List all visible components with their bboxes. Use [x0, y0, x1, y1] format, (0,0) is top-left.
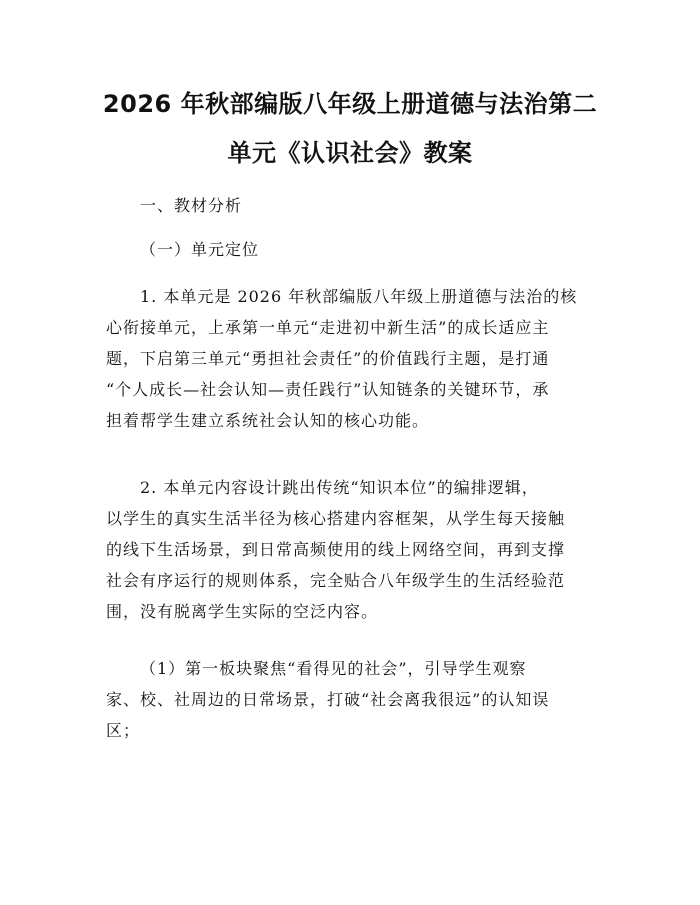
document-title-line-2: 单元《认识社会》教案 — [227, 139, 473, 167]
paragraph-line: （1）第一板块聚焦“看得见的社会”，引导学生观察 — [140, 659, 527, 678]
paragraph-line: 心衔接单元，上承第一单元“走进初中新生活”的成长适应主 — [106, 318, 550, 337]
paragraph-line: “个人成长—社会认知—责任践行”认知链条的关键环节，承 — [106, 380, 550, 399]
paragraph-1 — [106, 281, 606, 436]
paragraph-line: 社会有序运行的规则体系，完全贴合八年级学生的生活经验范 — [106, 571, 566, 590]
section-heading: 一、教材分析 — [140, 196, 243, 215]
paragraph-line: 以学生的真实生活半径为核心搭建内容框架，从学生每天接触 — [106, 509, 566, 528]
paragraph-2 — [106, 472, 606, 627]
paragraph-line: 担着帮学生建立系统社会认知的核心功能。 — [106, 411, 430, 430]
paragraph-3 — [106, 653, 606, 746]
document-title-line-1: 2026 年秋部编版八年级上册道德与法治第二 — [102, 90, 598, 118]
paragraph-line: 的线下生活场景，到日常高频使用的线上网络空间，再到支撑 — [106, 540, 566, 559]
subsection-heading: （一）单元定位 — [140, 240, 260, 259]
paragraph-line: 2. 本单元内容设计跳出传统“知识本位”的编排逻辑， — [140, 478, 539, 497]
paragraph-line: 题，下启第三单元“勇担社会责任”的价值践行主题，是打通 — [106, 349, 550, 368]
paragraph-line: 区； — [106, 721, 141, 740]
paragraph-line: 家、校、社周边的日常场景，打破“社会离我很远”的认知误 — [106, 690, 550, 709]
paragraph-line: 1. 本单元是 2026 年秋部编版八年级上册道德与法治的核 — [140, 287, 578, 306]
paragraph-line: 围，没有脱离学生实际的空泛内容。 — [106, 602, 379, 621]
